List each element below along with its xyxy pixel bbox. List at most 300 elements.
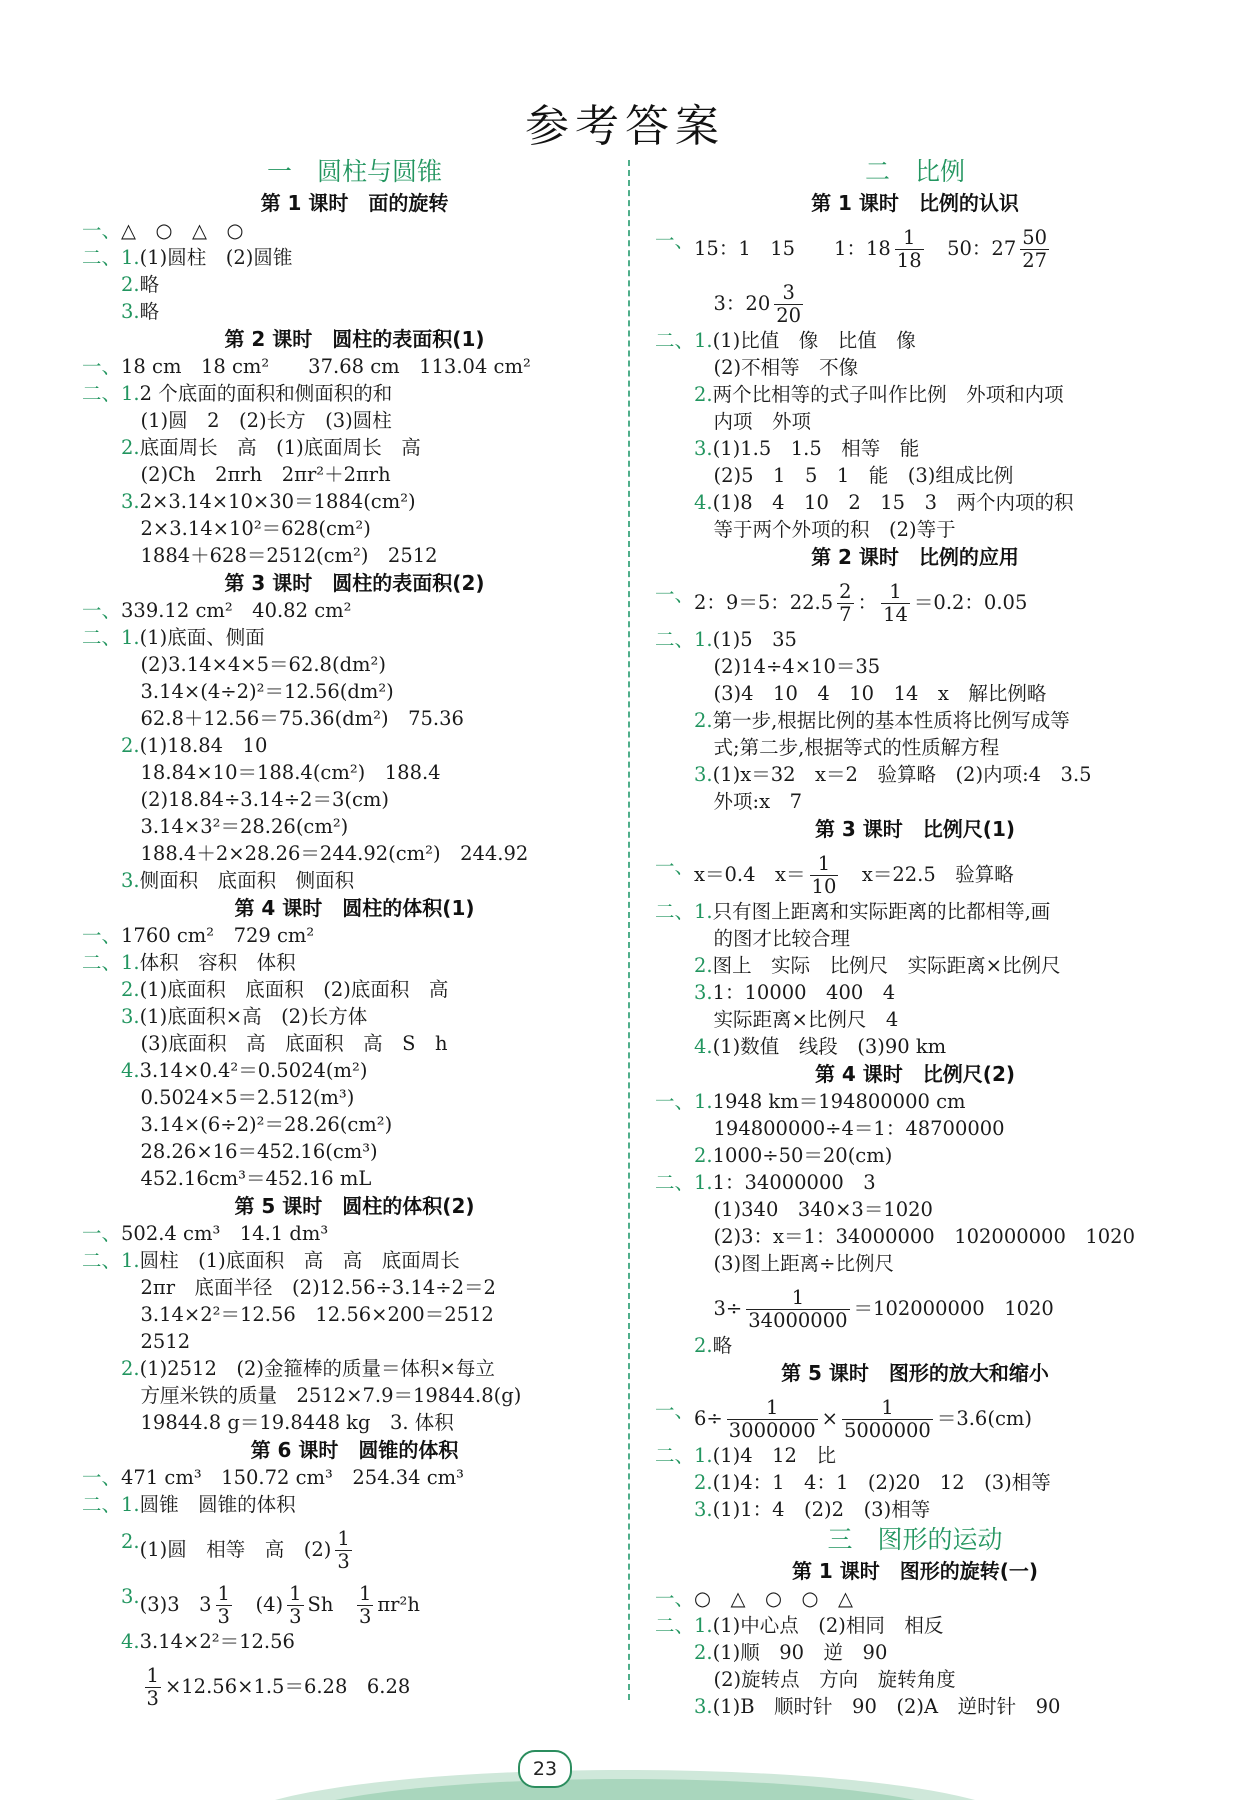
answer-row xyxy=(82,651,627,678)
answer-text: 3：20 xyxy=(713,292,771,315)
answer-text: x＝22.5 验算略 xyxy=(842,863,1014,886)
answer-row xyxy=(82,244,627,271)
answer-row xyxy=(655,217,1175,272)
answer-row xyxy=(82,515,627,542)
answer-row xyxy=(655,408,1175,435)
answer-text: 28.26×16＝452.16(cm³) xyxy=(140,1140,378,1163)
answer-text: Sh xyxy=(307,1593,353,1616)
answer-content xyxy=(140,1247,627,1274)
answer-content xyxy=(140,298,627,325)
answer-row xyxy=(82,298,627,325)
answer-content xyxy=(140,434,627,461)
answer-text: (1)18.84 10 xyxy=(139,734,268,757)
question-number xyxy=(82,1573,140,1610)
answer-row xyxy=(82,353,627,380)
answer-content xyxy=(140,976,627,1003)
lesson-title: 第 3 课时 圆柱的表面积(2) xyxy=(224,571,485,595)
question-marker: 3. xyxy=(82,1005,140,1028)
question-number xyxy=(82,380,140,407)
question-number xyxy=(82,1518,140,1555)
answer-content xyxy=(714,1666,1175,1693)
fraction-denominator: 14 xyxy=(883,603,908,626)
answer-row xyxy=(82,1003,627,1030)
answer-content xyxy=(713,707,1175,734)
question-marker: 二、1. xyxy=(655,1171,713,1194)
fraction-numerator: 1 xyxy=(217,1582,230,1605)
answer-text: (1)中心点 (2)相同 相反 xyxy=(712,1614,944,1637)
question-marker: 二、1. xyxy=(82,246,140,269)
question-marker: 3. xyxy=(82,869,140,892)
question-marker: 一、 xyxy=(82,599,122,622)
answer-row xyxy=(82,1573,627,1628)
answer-content xyxy=(141,1111,627,1138)
answer-text: (1)5 35 xyxy=(712,628,797,651)
answer-content xyxy=(713,1142,1175,1169)
fraction-numerator: 1 xyxy=(727,1397,818,1420)
answer-content xyxy=(694,571,1175,626)
answer-row xyxy=(82,732,627,759)
question-marker: 3. xyxy=(655,1695,713,1718)
answer-text: (2)Ch 2πrh 2πr²＋2πrh xyxy=(140,463,391,486)
answer-text: (1)圆 2 (2)长方 (3)圆柱 xyxy=(140,409,392,432)
answer-row xyxy=(82,407,627,434)
answer-content xyxy=(121,922,627,949)
answer-row xyxy=(82,1247,627,1274)
answer-text: × xyxy=(821,1407,838,1430)
answer-row xyxy=(655,327,1175,354)
answer-content xyxy=(713,1332,1175,1359)
question-marker: 一、 xyxy=(655,855,695,878)
answer-text: 3.14×0.4²＝0.5024(m²) xyxy=(139,1059,368,1082)
answer-text: 实际距离×比例尺 4 xyxy=(713,1008,899,1031)
fraction-denominator: 7 xyxy=(839,603,852,626)
answer-text: 的图才比较合理 xyxy=(713,927,851,950)
answer-text: (3)4 10 4 10 14 x 解比例略 xyxy=(713,682,1047,705)
answer-row xyxy=(655,1666,1175,1693)
answer-content xyxy=(140,867,627,894)
answer-text: (1)B 顺时针 90 (2)A 逆时针 90 xyxy=(712,1695,1061,1718)
answer-content xyxy=(713,1639,1175,1666)
fraction-numerator: 50 xyxy=(1022,226,1048,249)
answer-row xyxy=(655,1169,1175,1196)
question-number xyxy=(82,353,121,380)
answer-row xyxy=(655,1196,1175,1223)
answer-row xyxy=(82,1030,627,1057)
answer-row xyxy=(655,843,1175,898)
answer-row xyxy=(655,1115,1175,1142)
answer-row xyxy=(82,1409,627,1436)
question-marker: 二、1. xyxy=(82,1249,140,1272)
question-number xyxy=(655,571,694,608)
answer-content xyxy=(140,732,627,759)
answer-content xyxy=(713,489,1175,516)
question-number xyxy=(655,1585,694,1612)
answer-content xyxy=(141,1382,627,1409)
answer-text: 3.14×(4÷2)²＝12.56(dm²) xyxy=(140,680,394,703)
question-number xyxy=(82,1003,140,1030)
answer-text: ○ △ ○ ○ △ xyxy=(694,1587,854,1610)
fraction xyxy=(895,227,924,272)
fraction-denominator: 3 xyxy=(146,1687,159,1710)
answer-text: (1)比值 像 比值 像 xyxy=(712,329,916,352)
answer-text: 62.8＋12.56＝75.36(dm²) 75.36 xyxy=(140,707,464,730)
answer-text: 19844.8 g＝19.8448 kg 3. 体积 xyxy=(140,1411,454,1434)
answer-row xyxy=(655,898,1175,925)
answer-content xyxy=(140,380,627,407)
answer-row xyxy=(82,786,627,813)
answer-text: (2)18.84÷3.14÷2＝3(cm) xyxy=(140,788,389,811)
answer-text: (1)4 12 比 xyxy=(712,1444,836,1467)
question-number xyxy=(655,1693,713,1720)
fraction-numerator: 1 xyxy=(842,1397,933,1420)
fraction-numerator: 1 xyxy=(337,1527,350,1550)
answer-content xyxy=(714,1250,1175,1277)
answer-content xyxy=(141,542,627,569)
answer-row xyxy=(82,271,627,298)
answer-text: ： xyxy=(857,591,878,614)
answer-content xyxy=(140,949,627,976)
answer-text: 略 xyxy=(139,300,160,323)
question-marker: 2. xyxy=(655,709,713,732)
answer-content xyxy=(694,1387,1175,1442)
answer-row xyxy=(655,788,1175,815)
answer-row xyxy=(655,1693,1175,1720)
question-marker: 2. xyxy=(82,978,140,1001)
fraction xyxy=(810,853,839,898)
fraction xyxy=(1020,227,1049,272)
answer-text: πr²h xyxy=(377,1593,420,1616)
answer-row xyxy=(82,1355,627,1382)
answer-content xyxy=(713,761,1175,788)
fraction xyxy=(727,1397,818,1442)
answer-content xyxy=(713,327,1175,354)
answer-content xyxy=(713,1169,1175,1196)
answer-text: 2πr 底面半径 (2)12.56÷3.14÷2＝2 xyxy=(140,1276,496,1299)
answer-content xyxy=(141,1301,627,1328)
answer-text: (1)4：1 4：1 (2)20 12 (3)相等 xyxy=(712,1471,1051,1494)
answer-text: (1)底面、侧面 xyxy=(139,626,265,649)
answer-row xyxy=(655,680,1175,707)
answer-row xyxy=(82,1057,627,1084)
question-number xyxy=(82,1057,140,1084)
question-marker: 4. xyxy=(655,491,713,514)
answer-content xyxy=(140,244,627,271)
answer-content xyxy=(141,1328,627,1355)
answer-row xyxy=(82,1518,627,1573)
answer-text: 6÷ xyxy=(694,1407,723,1430)
fraction-numerator: 1 xyxy=(881,581,910,604)
question-number xyxy=(655,952,713,979)
answer-row xyxy=(655,571,1175,626)
answer-text: (1)x＝32 x＝2 验算略 (2)内项:4 3.5 xyxy=(712,763,1092,786)
answer-text: (2)3：x＝1：34000000 102000000 1020 xyxy=(713,1225,1135,1248)
question-number xyxy=(655,1469,713,1496)
unit-title: 二 比例 xyxy=(864,157,965,186)
question-marker: 二、1. xyxy=(82,382,140,405)
answer-content xyxy=(121,217,627,244)
question-number xyxy=(82,732,140,759)
fraction-denominator: 3 xyxy=(337,1550,350,1573)
answer-row xyxy=(655,272,1175,327)
answer-text: 3.14×3²＝28.26(cm²) xyxy=(140,815,349,838)
question-number xyxy=(655,707,713,734)
question-number xyxy=(82,298,140,325)
answer-text: 方厘米铁的质量 2512×7.9＝19844.8(g) xyxy=(140,1384,522,1407)
answer-row xyxy=(82,488,627,515)
question-marker: 2. xyxy=(82,1530,140,1553)
answer-row xyxy=(655,1332,1175,1359)
answer-content xyxy=(140,1057,627,1084)
question-marker: 二、1. xyxy=(82,1493,140,1516)
answer-text: 侧面积 底面积 侧面积 xyxy=(139,869,355,892)
question-marker: 一、 xyxy=(655,229,695,252)
answer-content xyxy=(140,271,627,298)
question-marker: 二、1. xyxy=(655,1614,713,1637)
answer-content xyxy=(141,1030,627,1057)
answer-row xyxy=(82,1165,627,1192)
answer-text: 3÷ xyxy=(713,1297,743,1320)
answer-text: 18.84×10＝188.4(cm²) 188.4 xyxy=(140,761,441,784)
answer-text: 2：9＝5：22.5 xyxy=(694,591,834,614)
fraction xyxy=(216,1583,232,1628)
answer-content xyxy=(140,624,627,651)
answer-row xyxy=(655,1088,1175,1115)
question-marker: 二、1. xyxy=(655,628,713,651)
answer-row xyxy=(655,1142,1175,1169)
question-number xyxy=(655,381,713,408)
answer-text: △ ○ △ ○ xyxy=(121,219,244,242)
question-marker: 一、 xyxy=(82,1466,122,1489)
answer-text: 3.14×(6÷2)²＝28.26(cm²) xyxy=(140,1113,393,1136)
answer-content xyxy=(121,1464,627,1491)
answer-content xyxy=(714,1115,1175,1142)
answer-row xyxy=(655,1612,1175,1639)
answer-text: (1)圆柱 (2)圆锥 xyxy=(139,246,293,269)
answer-row xyxy=(655,1585,1175,1612)
question-number xyxy=(655,1332,713,1359)
question-number xyxy=(82,949,140,976)
answer-content xyxy=(141,840,627,867)
answer-content xyxy=(140,1003,627,1030)
answer-text: (1)数值 线段 (3)90 km xyxy=(712,1035,947,1058)
answer-content xyxy=(141,461,627,488)
answer-content xyxy=(713,1496,1175,1523)
question-number xyxy=(82,867,140,894)
question-marker: 2. xyxy=(82,1357,140,1380)
fraction xyxy=(335,1528,351,1573)
lesson-title: 第 5 课时 圆柱的体积(2) xyxy=(234,1194,475,1218)
answer-row xyxy=(655,1387,1175,1442)
answer-row xyxy=(655,516,1175,543)
fraction-denominator: 27 xyxy=(1022,249,1048,272)
answer-text: 圆柱 (1)底面积 高 高 底面周长 xyxy=(139,1249,460,1272)
answer-text: ＝3.6(cm) xyxy=(936,1407,1032,1430)
answer-text: 502.4 cm³ 14.1 dm³ xyxy=(121,1222,329,1245)
answer-text: 2 个底面的面积和侧面积的和 xyxy=(139,382,393,405)
question-number xyxy=(82,271,140,298)
answer-row xyxy=(655,1442,1175,1469)
fraction-denominator: 18 xyxy=(896,249,922,272)
answer-content xyxy=(714,462,1175,489)
answer-text: (2)旋转点 方向 旋转角度 xyxy=(713,1668,956,1691)
question-number xyxy=(82,922,121,949)
question-number xyxy=(655,761,713,788)
fraction-denominator: 34000000 xyxy=(748,1309,848,1332)
answer-row xyxy=(82,1084,627,1111)
question-marker: 二、1. xyxy=(655,900,713,923)
answer-text: (1)底面积×高 (2)长方体 xyxy=(139,1005,368,1028)
answer-content xyxy=(713,1693,1175,1720)
answer-content xyxy=(713,952,1175,979)
answer-content xyxy=(141,1274,627,1301)
answer-row xyxy=(82,434,627,461)
footer-wave xyxy=(275,1740,975,1800)
question-number xyxy=(82,1464,121,1491)
fraction-denominator: 3 xyxy=(289,1605,302,1628)
answer-content xyxy=(714,653,1175,680)
answer-row xyxy=(82,1382,627,1409)
fraction-numerator: 1 xyxy=(895,227,924,250)
question-number xyxy=(655,843,694,880)
question-number xyxy=(82,434,140,461)
answer-text: 194800000÷4＝1：48700000 xyxy=(713,1117,1005,1140)
question-marker: 2. xyxy=(82,273,140,296)
question-number xyxy=(655,489,713,516)
question-marker: 3. xyxy=(82,490,140,513)
answer-row xyxy=(655,1223,1175,1250)
answer-text: 内项 外项 xyxy=(713,410,812,433)
question-number xyxy=(82,1628,140,1655)
answer-content xyxy=(713,1612,1175,1639)
question-number xyxy=(82,244,140,271)
answer-row xyxy=(82,1274,627,1301)
answer-row xyxy=(655,952,1175,979)
fraction xyxy=(837,581,853,626)
answer-row xyxy=(82,867,627,894)
lesson-title: 第 2 课时 圆柱的表面积(1) xyxy=(224,327,485,351)
answer-text: (2)14÷4×10＝35 xyxy=(713,655,881,678)
answer-content xyxy=(141,651,627,678)
lesson-title: 第 2 课时 比例的应用 xyxy=(811,545,1019,569)
answer-row xyxy=(82,678,627,705)
question-marker: 一、 xyxy=(655,583,695,606)
question-number xyxy=(655,435,713,462)
answer-content xyxy=(713,979,1175,1006)
fraction-denominator: 3 xyxy=(358,1605,372,1628)
question-number xyxy=(82,488,140,515)
answer-text: 0.5024×5＝2.512(m³) xyxy=(140,1086,355,1109)
answer-row xyxy=(82,217,627,244)
answer-content xyxy=(141,1655,627,1710)
question-marker: 一、 xyxy=(82,219,122,242)
answer-row xyxy=(82,1220,627,1247)
lesson-title: 第 3 课时 比例尺(1) xyxy=(814,817,1016,841)
question-number xyxy=(655,979,713,1006)
question-number xyxy=(655,1612,713,1639)
question-marker: 3. xyxy=(82,1585,140,1608)
answer-text: 圆锥 圆锥的体积 xyxy=(139,1493,296,1516)
answer-text: (4) xyxy=(235,1593,284,1616)
answer-content xyxy=(141,407,627,434)
answer-content xyxy=(714,516,1175,543)
question-marker: 2. xyxy=(655,383,713,406)
answer-content xyxy=(141,678,627,705)
answer-row xyxy=(82,1655,627,1710)
answer-content xyxy=(713,435,1175,462)
answer-text: 2×3.14×10×30＝1884(cm²) xyxy=(139,490,416,513)
question-marker: 3. xyxy=(655,763,713,786)
answer-content xyxy=(141,1165,627,1192)
answer-content xyxy=(121,353,627,380)
answer-text: 3.14×2²＝12.56 12.56×200＝2512 xyxy=(140,1303,494,1326)
answer-text: ＝102000000 1020 xyxy=(853,1297,1054,1320)
answer-row xyxy=(655,653,1175,680)
fraction xyxy=(145,1665,161,1710)
answer-row xyxy=(82,1328,627,1355)
answer-text: 1948 km＝194800000 cm xyxy=(712,1090,966,1113)
answer-text: 体积 容积 体积 xyxy=(139,951,296,974)
answer-text: 第一步,根据比例的基本性质将比例写成等 xyxy=(712,709,1070,732)
answer-text: (2)不相等 不像 xyxy=(713,356,859,379)
fraction xyxy=(774,282,803,327)
answer-text: 339.12 cm² 40.82 cm² xyxy=(121,599,352,622)
question-number xyxy=(82,976,140,1003)
lesson-title: 第 4 课时 圆柱的体积(1) xyxy=(234,896,475,920)
answer-content xyxy=(714,788,1175,815)
question-marker: 二、1. xyxy=(655,329,713,352)
answer-content xyxy=(713,1033,1175,1060)
answer-row xyxy=(82,1138,627,1165)
answer-content xyxy=(140,1518,627,1573)
lesson-title: 第 5 课时 图形的放大和缩小 xyxy=(781,1361,1049,1385)
answer-row xyxy=(655,1033,1175,1060)
question-number xyxy=(82,1247,140,1274)
answer-text: 1：10000 400 4 xyxy=(712,981,896,1004)
answer-row xyxy=(82,597,627,624)
answer-content xyxy=(121,597,627,624)
answer-text: (3)3 3 xyxy=(139,1593,212,1616)
question-marker: 2. xyxy=(82,734,140,757)
answer-content xyxy=(714,925,1175,952)
fraction-numerator: 1 xyxy=(746,1287,849,1310)
answer-content xyxy=(140,1573,627,1628)
answer-text: (3)底面积 高 底面积 高 S h xyxy=(140,1032,448,1055)
answer-text: 471 cm³ 150.72 cm³ 254.34 cm³ xyxy=(121,1466,464,1489)
answer-content xyxy=(694,843,1175,898)
answer-text: (2)3.14×4×5＝62.8(dm²) xyxy=(140,653,386,676)
right-column xyxy=(655,155,1175,1720)
answer-row xyxy=(82,1464,627,1491)
answer-row xyxy=(655,462,1175,489)
lesson-title: 第 1 课时 比例的认识 xyxy=(811,191,1019,215)
answer-content xyxy=(141,1138,627,1165)
question-number xyxy=(655,1639,713,1666)
answer-text: 只有图上距离和实际距离的比都相等,画 xyxy=(712,900,1051,923)
answer-row xyxy=(82,1301,627,1328)
question-number xyxy=(655,898,713,925)
fraction-denominator: 5000000 xyxy=(843,1419,931,1442)
answer-text: 略 xyxy=(139,273,160,296)
fraction-numerator: 1 xyxy=(810,853,839,876)
answer-row xyxy=(82,542,627,569)
answer-text: 15：1 15 1：18 xyxy=(694,237,891,260)
answer-text: 18 cm 18 cm² 37.68 cm 113.04 cm² xyxy=(121,355,531,378)
answer-content xyxy=(714,734,1175,761)
answer-content xyxy=(714,1006,1175,1033)
answer-text: (1)2512 (2)金箍棒的质量＝体积×每立 xyxy=(139,1357,495,1380)
unit-title: 三 图形的运动 xyxy=(827,1525,1003,1554)
answer-content xyxy=(714,1277,1175,1332)
